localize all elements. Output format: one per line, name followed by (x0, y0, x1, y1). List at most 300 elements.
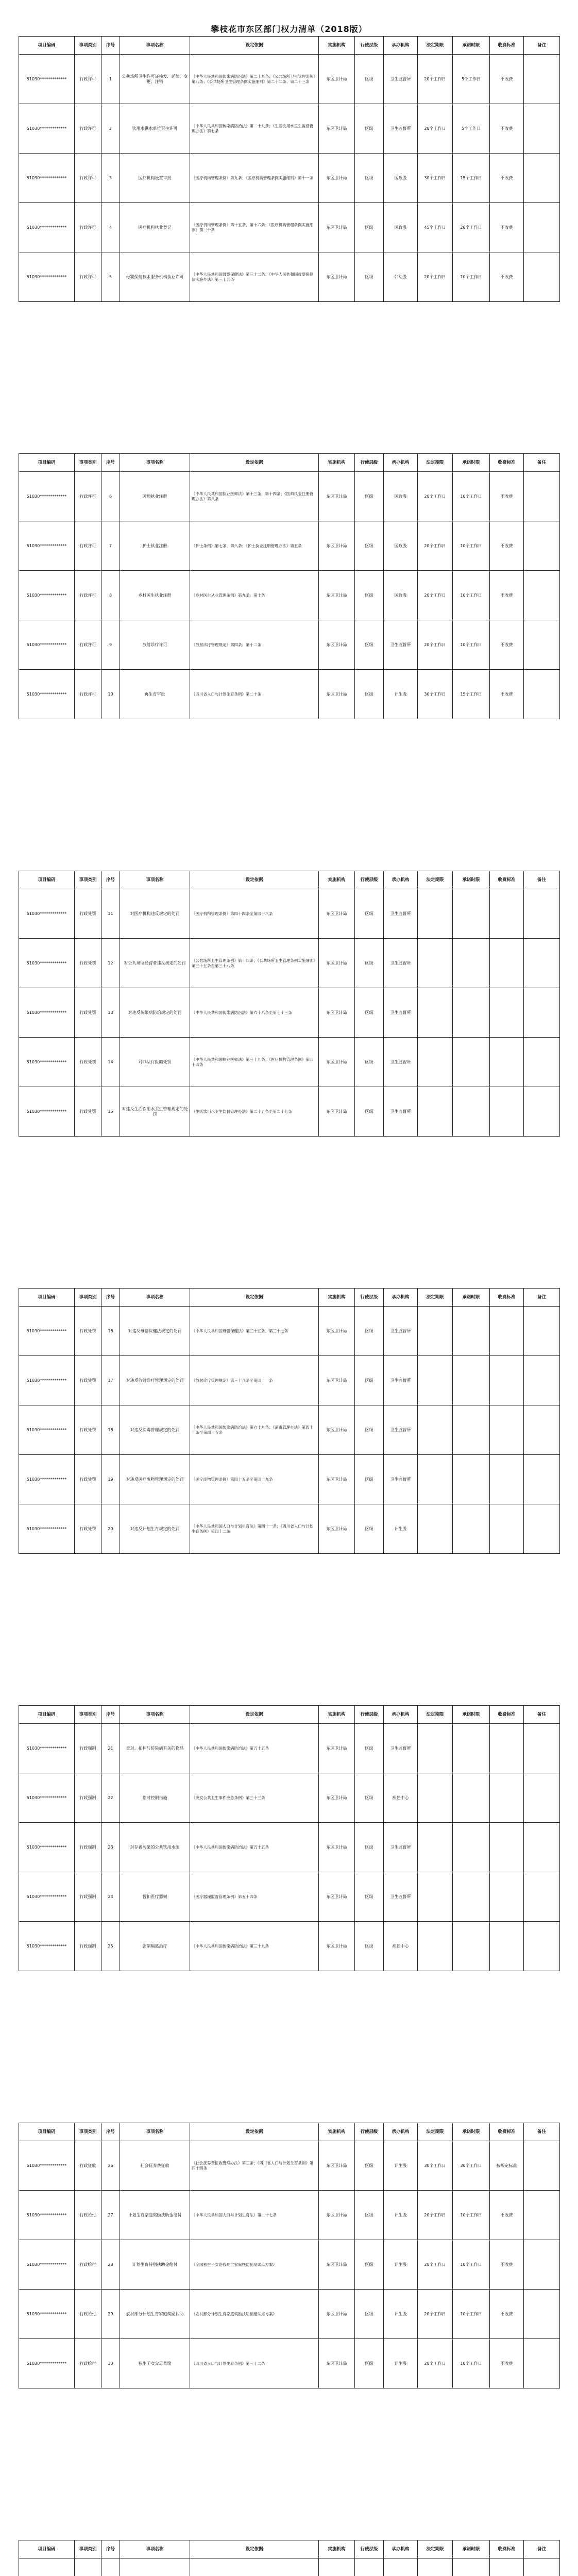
table-row (19, 2141, 560, 2191)
col-basis: 《中华人民共和国传染病防治法》第五十五条 (190, 1724, 319, 1773)
col-agency: 东区卫计局 (319, 472, 355, 521)
col-level: 区级 (355, 988, 384, 1038)
col-legal-limit (418, 2558, 453, 2576)
col-basis: 《中华人民共和国传染病防治法》第二十九条；《生活饮用水卫生监督管理办法》第七条 (190, 104, 319, 154)
col-code: 51030************* (19, 571, 75, 620)
column-header: 行使层级 (355, 1706, 384, 1724)
col-office: 卫生监督所 (384, 620, 418, 670)
col-basis: 《中华人民共和国执业医师法》第三十九条；《医疗机构管理条例》第四十四条 (190, 1038, 319, 1087)
col-level: 区级 (355, 2191, 384, 2240)
col-promise-limit: 15个工作日 (453, 154, 490, 203)
col-office (384, 2558, 418, 2576)
col-remark (524, 1405, 560, 1455)
table-row (19, 1823, 560, 1872)
col-name: 对违反母婴保健法规定的处罚 (120, 1307, 190, 1356)
col-code: 51030************* (19, 521, 75, 571)
col-no: 27 (101, 2191, 120, 2240)
col-type: 行政处罚 (75, 889, 101, 939)
col-level: 区级 (355, 1922, 384, 1971)
column-header: 法定期限 (418, 871, 453, 889)
col-basis: 《护士条例》第七条、第八条；《护士执业注册管理办法》第五条 (190, 521, 319, 571)
col-code: 51030************* (19, 1724, 75, 1773)
col-name: 乡村医生执业注册 (120, 571, 190, 620)
col-level: 区级 (355, 939, 384, 988)
column-header: 备注 (524, 871, 560, 889)
col-fee (490, 1038, 524, 1087)
col-no: 8 (101, 571, 120, 620)
column-header: 承诺时限 (453, 2123, 490, 2141)
col-name: 医师执业注册 (120, 472, 190, 521)
col-promise-limit (453, 1038, 490, 1087)
col-name: 放射诊疗许可 (120, 620, 190, 670)
col-promise-limit (453, 1823, 490, 1872)
col-remark (524, 1307, 560, 1356)
col-office: 医政股 (384, 203, 418, 252)
column-header: 法定期限 (418, 1289, 453, 1307)
col-remark (524, 2339, 560, 2388)
col-no: 9 (101, 620, 120, 670)
col-legal-limit (418, 1038, 453, 1087)
col-office: 计生股 (384, 2339, 418, 2388)
column-header: 行使层级 (355, 454, 384, 472)
column-header: 设定依据 (190, 2123, 319, 2141)
col-basis: 《医疗机构管理条例》第四十四条至第四十八条 (190, 889, 319, 939)
col-level: 区级 (355, 521, 384, 571)
col-code: 51030************* (19, 1038, 75, 1087)
col-legal-limit: 20个工作日 (418, 104, 453, 154)
column-header: 事项名称 (120, 454, 190, 472)
col-type: 行政强制 (75, 1922, 101, 1971)
col-code: 51030************* (19, 1356, 75, 1405)
col-basis: 《医疗器械监督管理条例》第五十四条 (190, 1872, 319, 1922)
col-name: 临时控制措施 (120, 1773, 190, 1823)
col-no: 29 (101, 2290, 120, 2339)
col-basis: 《中华人民共和国母婴保健法》第三十二条；《中华人民共和国母婴保健法实施办法》第三十五条 (190, 252, 319, 302)
col-fee (490, 1724, 524, 1773)
col-remark (524, 670, 560, 719)
col-office: 卫生监督所 (384, 988, 418, 1038)
col-remark (524, 1773, 560, 1823)
col-basis: 《乡村医生从业管理条例》第九条、第十条 (190, 571, 319, 620)
table-row (19, 1504, 560, 1554)
col-basis: 《农村部分计划生育家庭奖励扶助制度试点方案》 (190, 2290, 319, 2339)
col-promise-limit: 10个工作日 (453, 2290, 490, 2339)
column-header: 序号 (101, 1289, 120, 1307)
col-level: 区级 (355, 1455, 384, 1504)
column-header: 备注 (524, 1706, 560, 1724)
col-code: 51030************* (19, 1773, 75, 1823)
col-promise-limit (453, 1356, 490, 1405)
column-header: 行使层级 (355, 1289, 384, 1307)
table-row (19, 1405, 560, 1455)
col-name: 对公共场所经营者违反规定的处罚 (120, 939, 190, 988)
column-header: 事项名称 (120, 2540, 190, 2558)
col-type: 行政处罚 (75, 1307, 101, 1356)
column-header: 实施机构 (319, 871, 355, 889)
column-header: 事项类别 (75, 2540, 101, 2558)
col-code: 51030************* (19, 1307, 75, 1356)
col-agency: 东区卫计局 (319, 889, 355, 939)
table-row (19, 1455, 560, 1504)
column-header: 备注 (524, 2123, 560, 2141)
col-type: 行政强制 (75, 1724, 101, 1773)
col-agency: 东区卫计局 (319, 104, 355, 154)
col-level: 区级 (355, 2141, 384, 2191)
column-header: 项目编码 (19, 454, 75, 472)
column-header: 承办机构 (384, 1706, 418, 1724)
col-promise-limit: 10个工作日 (453, 620, 490, 670)
column-header: 项目编码 (19, 1706, 75, 1724)
col-agency: 东区卫计局 (319, 1504, 355, 1554)
col-type (75, 2558, 101, 2576)
col-agency: 东区卫计局 (319, 203, 355, 252)
column-header: 实施机构 (319, 1289, 355, 1307)
col-type: 行政强制 (75, 1872, 101, 1922)
col-office: 计生股 (384, 670, 418, 719)
col-name: 查封、扣押与传染病有关的物品 (120, 1724, 190, 1773)
col-remark (524, 939, 560, 988)
col-level: 区级 (355, 2339, 384, 2388)
col-agency: 东区卫计局 (319, 55, 355, 104)
power-list-table (19, 36, 560, 302)
col-name: 对违反生活饮用水卫生管理规定的处罚 (120, 1087, 190, 1137)
table-row (19, 2290, 560, 2339)
column-header: 承诺时限 (453, 871, 490, 889)
col-agency: 东区卫计局 (319, 2191, 355, 2240)
col-no: 12 (101, 939, 120, 988)
col-code: 51030************* (19, 252, 75, 302)
column-header: 备注 (524, 37, 560, 55)
col-level: 区级 (355, 1724, 384, 1773)
col-basis: 《全国独生子女伤残死亡家庭扶助制度试点方案》 (190, 2240, 319, 2290)
column-header: 设定依据 (190, 871, 319, 889)
col-remark (524, 2558, 560, 2576)
power-list-table (19, 1705, 560, 1971)
col-legal-limit: 45个工作日 (418, 203, 453, 252)
col-agency: 东区卫计局 (319, 154, 355, 203)
col-type: 行政处罚 (75, 1504, 101, 1554)
col-remark (524, 1038, 560, 1087)
col-promise-limit: 10个工作日 (453, 252, 490, 302)
col-agency: 东区卫计局 (319, 1356, 355, 1405)
col-basis: 《医疗机构管理条例》第九条；《医疗机构管理条例实施细则》第十一条 (190, 154, 319, 203)
column-header: 项目编码 (19, 871, 75, 889)
col-agency: 东区卫计局 (319, 1823, 355, 1872)
col-office: 计生股 (384, 2191, 418, 2240)
col-type: 行政许可 (75, 203, 101, 252)
col-office: 医政股 (384, 571, 418, 620)
column-header: 实施机构 (319, 1706, 355, 1724)
col-agency: 东区卫计局 (319, 1872, 355, 1922)
col-no: 24 (101, 1872, 120, 1922)
col-remark (524, 154, 560, 203)
col-fee (490, 889, 524, 939)
col-level: 区级 (355, 1087, 384, 1137)
col-fee: 不收费 (490, 2240, 524, 2290)
column-header: 序号 (101, 871, 120, 889)
column-header: 收费标准 (490, 2123, 524, 2141)
table-row (19, 154, 560, 203)
col-basis: 《中华人民共和国传染病防治法》第六十八条至第七十三条 (190, 988, 319, 1038)
col-promise-limit: 10个工作日 (453, 2339, 490, 2388)
col-promise-limit (453, 1405, 490, 1455)
table-row (19, 252, 560, 302)
col-basis: 《医疗废物管理条例》第四十五条至第四十九条 (190, 1455, 319, 1504)
col-no: 7 (101, 521, 120, 571)
col-promise-limit (453, 1504, 490, 1554)
col-promise-limit (453, 2558, 490, 2576)
col-code: 51030************* (19, 203, 75, 252)
col-fee (490, 1356, 524, 1405)
col-office: 卫生监督所 (384, 1455, 418, 1504)
col-promise-limit (453, 1922, 490, 1971)
column-header: 序号 (101, 454, 120, 472)
col-no: 21 (101, 1724, 120, 1773)
col-legal-limit (418, 988, 453, 1038)
col-type: 行政许可 (75, 104, 101, 154)
col-legal-limit: 20个工作日 (418, 252, 453, 302)
col-agency: 东区卫计局 (319, 1455, 355, 1504)
column-header: 事项名称 (120, 1706, 190, 1724)
table-row (19, 2191, 560, 2240)
col-code: 51030************* (19, 2240, 75, 2290)
column-header: 序号 (101, 1706, 120, 1724)
col-name: 饮用水供水单位卫生许可 (120, 104, 190, 154)
col-name: 对医疗机构违反规定的处罚 (120, 889, 190, 939)
column-header: 设定依据 (190, 454, 319, 472)
col-level: 区级 (355, 2290, 384, 2339)
column-header: 序号 (101, 2540, 120, 2558)
col-basis: 《中华人民共和国传染病防治法》第六十九条；《消毒管理办法》第四十一条至第四十五条 (190, 1405, 319, 1455)
column-header: 法定期限 (418, 2123, 453, 2141)
col-code: 51030************* (19, 2339, 75, 2388)
column-header: 承办机构 (384, 871, 418, 889)
col-agency: 东区卫计局 (319, 2240, 355, 2290)
col-level: 区级 (355, 1773, 384, 1823)
col-fee (490, 1087, 524, 1137)
column-header: 实施机构 (319, 2123, 355, 2141)
col-basis: 《社会抚养费征收管理办法》第三条；《四川省人口与计划生育条例》第四十四条 (190, 2141, 319, 2191)
column-header: 承办机构 (384, 454, 418, 472)
col-fee: 不收费 (490, 620, 524, 670)
col-no: 26 (101, 2141, 120, 2191)
col-legal-limit: 20个工作日 (418, 2240, 453, 2290)
col-no: 28 (101, 2240, 120, 2290)
col-office: 医政股 (384, 521, 418, 571)
col-office: 卫生监督所 (384, 1087, 418, 1137)
col-name: 封存被污染的公共饮用水源 (120, 1823, 190, 1872)
col-legal-limit (418, 1455, 453, 1504)
table-row (19, 670, 560, 719)
col-name (120, 2558, 190, 2576)
col-agency: 东区卫计局 (319, 620, 355, 670)
col-level: 区级 (355, 252, 384, 302)
col-agency: 东区卫计局 (319, 1773, 355, 1823)
col-fee (490, 1307, 524, 1356)
col-fee: 按规定标准 (490, 2141, 524, 2191)
col-no: 18 (101, 1405, 120, 1455)
col-level: 区级 (355, 571, 384, 620)
col-level: 区级 (355, 203, 384, 252)
column-header: 法定期限 (418, 2540, 453, 2558)
col-legal-limit: 20个工作日 (418, 55, 453, 104)
col-legal-limit (418, 1356, 453, 1405)
table-row (19, 104, 560, 154)
column-header: 承办机构 (384, 2540, 418, 2558)
col-office: 卫生监督所 (384, 55, 418, 104)
col-name: 独生子女父母奖励 (120, 2339, 190, 2388)
table-header-row (19, 2123, 560, 2141)
column-header: 事项类别 (75, 2123, 101, 2141)
col-fee: 不收费 (490, 55, 524, 104)
column-header: 行使层级 (355, 37, 384, 55)
col-office: 卫生监督所 (384, 1307, 418, 1356)
col-promise-limit (453, 1773, 490, 1823)
table-row (19, 988, 560, 1038)
table-row (19, 1872, 560, 1922)
column-header: 法定期限 (418, 454, 453, 472)
table-row (19, 1307, 560, 1356)
col-name: 暂扣医疗器械 (120, 1872, 190, 1922)
col-fee: 不收费 (490, 571, 524, 620)
col-type: 行政强制 (75, 1773, 101, 1823)
col-code: 51030************* (19, 1922, 75, 1971)
column-header: 收费标准 (490, 1706, 524, 1724)
col-office: 卫生监督所 (384, 104, 418, 154)
col-type: 行政许可 (75, 252, 101, 302)
column-header: 行使层级 (355, 2123, 384, 2141)
col-basis: 《四川省人口与计划生育条例》第二十条 (190, 670, 319, 719)
col-no: 15 (101, 1087, 120, 1137)
column-header: 承诺时限 (453, 1289, 490, 1307)
col-fee (490, 988, 524, 1038)
column-header: 承诺时限 (453, 37, 490, 55)
table-row (19, 1087, 560, 1137)
col-level: 区级 (355, 154, 384, 203)
column-header: 行使层级 (355, 871, 384, 889)
column-header: 收费标准 (490, 871, 524, 889)
column-header: 承诺时限 (453, 1706, 490, 1724)
col-office: 卫生监督所 (384, 889, 418, 939)
col-promise-limit (453, 1724, 490, 1773)
column-header: 序号 (101, 37, 120, 55)
column-header: 收费标准 (490, 2540, 524, 2558)
col-remark (524, 1455, 560, 1504)
col-basis: 《生活饮用水卫生监督管理办法》第二十五条至第二十七条 (190, 1087, 319, 1137)
col-remark (524, 521, 560, 571)
col-type: 行政处罚 (75, 1087, 101, 1137)
col-remark (524, 571, 560, 620)
col-type: 行政处罚 (75, 1405, 101, 1455)
col-promise-limit (453, 939, 490, 988)
col-level: 区级 (355, 472, 384, 521)
col-code: 51030************* (19, 988, 75, 1038)
col-code: 51030************* (19, 939, 75, 988)
col-agency: 东区卫计局 (319, 1307, 355, 1356)
column-header: 法定期限 (418, 37, 453, 55)
col-remark (524, 1504, 560, 1554)
col-promise-limit: 10个工作日 (453, 521, 490, 571)
col-code: 51030************* (19, 1455, 75, 1504)
col-name: 护士执业注册 (120, 521, 190, 571)
col-office: 计生股 (384, 2141, 418, 2191)
column-header: 行使层级 (355, 2540, 384, 2558)
col-name: 对违反传染病防治规定的处罚 (120, 988, 190, 1038)
column-header: 备注 (524, 2540, 560, 2558)
column-header: 事项名称 (120, 2123, 190, 2141)
col-no: 30 (101, 2339, 120, 2388)
col-level: 区级 (355, 620, 384, 670)
col-promise-limit: 5个工作日 (453, 55, 490, 104)
col-no: 23 (101, 1823, 120, 1872)
col-fee (490, 1504, 524, 1554)
col-office: 卫生监督所 (384, 1872, 418, 1922)
col-promise-limit (453, 1087, 490, 1137)
table-row (19, 472, 560, 521)
col-agency: 东区卫计局 (319, 252, 355, 302)
col-promise-limit: 15个工作日 (453, 670, 490, 719)
col-name: 社会抚养费征收 (120, 2141, 190, 2191)
col-office: 疾控中心 (384, 1922, 418, 1971)
col-type: 行政许可 (75, 472, 101, 521)
table-header-row (19, 871, 560, 889)
col-fee: 不收费 (490, 472, 524, 521)
col-code: 51030************* (19, 2191, 75, 2240)
column-header: 事项类别 (75, 871, 101, 889)
col-legal-limit (418, 1087, 453, 1137)
col-legal-limit (418, 1773, 453, 1823)
table-row (19, 571, 560, 620)
column-header: 备注 (524, 454, 560, 472)
column-header: 序号 (101, 2123, 120, 2141)
col-name: 对违反消毒管理规定的处罚 (120, 1405, 190, 1455)
col-name: 医疗机构执业登记 (120, 203, 190, 252)
column-header: 项目编码 (19, 2123, 75, 2141)
col-no: 17 (101, 1356, 120, 1405)
col-promise-limit (453, 1455, 490, 1504)
col-agency: 东区卫计局 (319, 1405, 355, 1455)
col-fee (490, 1773, 524, 1823)
col-fee (490, 1405, 524, 1455)
col-fee (490, 1455, 524, 1504)
col-legal-limit: 20个工作日 (418, 472, 453, 521)
column-header: 设定依据 (190, 37, 319, 55)
col-remark (524, 472, 560, 521)
col-basis (190, 2558, 319, 2576)
col-legal-limit (418, 1504, 453, 1554)
col-fee: 不收费 (490, 104, 524, 154)
col-fee: 不收费 (490, 154, 524, 203)
col-agency: 东区卫计局 (319, 1724, 355, 1773)
table-row (19, 889, 560, 939)
col-type: 行政强制 (75, 1823, 101, 1872)
col-level: 区级 (355, 1307, 384, 1356)
col-legal-limit: 30个工作日 (418, 670, 453, 719)
col-agency: 东区卫计局 (319, 988, 355, 1038)
col-office: 计生股 (384, 2240, 418, 2290)
table-header-row (19, 2540, 560, 2558)
col-type: 行政处罚 (75, 939, 101, 988)
col-name: 计划生育特别扶助金给付 (120, 2240, 190, 2290)
col-legal-limit (418, 1872, 453, 1922)
col-code: 51030************* (19, 2141, 75, 2191)
col-level (355, 2558, 384, 2576)
col-no: 19 (101, 1455, 120, 1504)
col-type: 行政给付 (75, 2339, 101, 2388)
col-legal-limit: 20个工作日 (418, 2191, 453, 2240)
col-basis: 《中华人民共和国传染病防治法》第二十九条；《公共场所卫生管理条例》第八条；《公共场所卫生管理条例实施细则》第二十二条、第二十三条 (190, 55, 319, 104)
col-remark (524, 1922, 560, 1971)
